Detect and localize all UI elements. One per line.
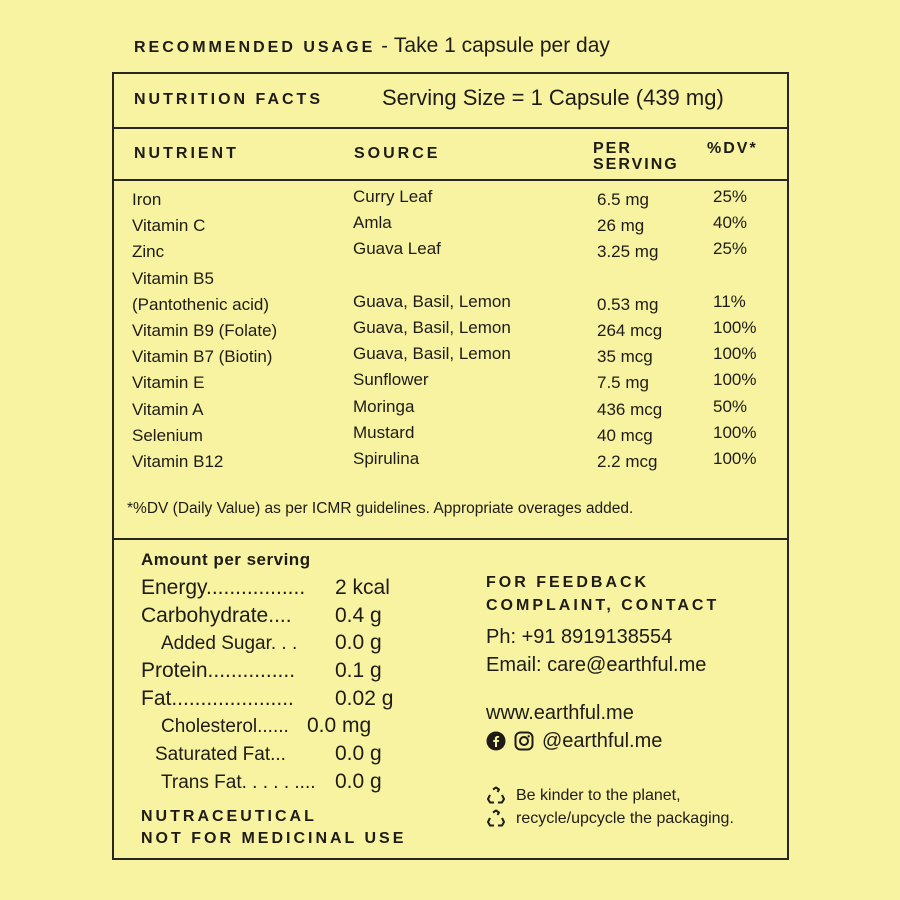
table-row <box>114 187 787 213</box>
amount-row-fat <box>141 687 461 715</box>
facts-header <box>114 74 787 129</box>
nutrient-dv: 100% <box>713 448 757 468</box>
nutraceutical-notice <box>141 806 406 850</box>
recycle-line <box>486 807 734 830</box>
nutrient-amount: 35 mcg <box>597 347 653 367</box>
usage-text: Take 1 capsule per day <box>393 34 610 57</box>
nutrient-name: Vitamin B5 <box>132 268 214 288</box>
amount-label: Saturated Fat... <box>155 744 286 766</box>
serving-size: Serving Size = 1 Capsule (439 mg) <box>382 85 724 110</box>
table-row <box>114 449 787 475</box>
nutrient-dv: 100% <box>713 422 757 442</box>
recycle-icon <box>486 809 506 829</box>
website-link[interactable]: www.earthful.me <box>486 702 634 724</box>
nutrient-source: Guava, Basil, Lemon <box>353 291 511 311</box>
nutrient-amount: 6.5 mg <box>597 190 649 209</box>
nutrient-amount: 40 mcg <box>597 425 653 445</box>
nutrient-source: Amla <box>353 213 392 233</box>
facebook-icon[interactable] <box>486 731 506 751</box>
contact-email[interactable]: Email: care@earthful.me <box>486 654 707 676</box>
nutraceutical-line1: NUTRACEUTICAL <box>141 808 317 825</box>
amount-per-serving <box>141 550 461 798</box>
recycle-icon <box>486 786 506 806</box>
amount-label: Protein............... <box>141 659 296 683</box>
table-row <box>114 213 787 239</box>
nutrient-dv: 25% <box>713 239 748 259</box>
amount-value: 0.0 mg <box>307 714 372 738</box>
amount-value: 0.02 g <box>335 686 394 710</box>
section-divider <box>114 538 787 540</box>
nutrient-amount: 3.25 mg <box>597 242 659 262</box>
amount-label: Cholesterol...... <box>161 716 289 738</box>
nutrient-source: Moringa <box>353 396 415 416</box>
dv-footnote: *%DV (Daily Value) as per ICMR guidelines. Appropriate overages added. <box>127 500 634 517</box>
nutrient-name: Vitamin C <box>132 216 206 236</box>
header-per-line2: SERVING <box>593 156 679 173</box>
header-dv: %DV* <box>707 140 758 157</box>
instagram-icon[interactable] <box>514 731 534 751</box>
nutrient-dv: 100% <box>713 370 757 390</box>
nutrient-name: Vitamin E <box>132 373 205 393</box>
table-row <box>114 266 787 292</box>
nutrient-amount: 0.53 mg <box>597 294 659 314</box>
nutrient-dv: 25% <box>713 187 748 206</box>
nutrient-source: Spirulina <box>353 448 420 468</box>
table-row <box>114 318 787 344</box>
nutraceutical-line2: NOT FOR MEDICINAL USE <box>141 830 407 847</box>
nutrient-name: Vitamin B9 (Folate) <box>132 320 278 340</box>
table-row <box>114 370 787 396</box>
contact-heading-line1: FOR FEEDBACK <box>486 574 650 591</box>
recycle-note <box>486 784 734 830</box>
header-nutrient: NUTRIENT <box>134 145 239 162</box>
amount-label: Added Sugar. . . <box>161 633 298 655</box>
nutrient-name: Vitamin A <box>132 399 204 419</box>
amount-row-carbohydrate <box>141 604 461 632</box>
amount-row-energy <box>141 576 461 604</box>
nutrient-source: Guava, Basil, Lemon <box>353 317 511 337</box>
nutrient-amount: 436 mcg <box>597 399 663 419</box>
recycle-text-line1: Be kinder to the planet, <box>516 786 681 804</box>
nutrient-dv: 11% <box>713 291 746 311</box>
nutrient-name: Iron <box>132 190 162 209</box>
nutrient-amount: 26 mg <box>597 216 645 236</box>
table-row <box>114 423 787 449</box>
header-per-line1: PER <box>593 140 632 157</box>
amount-label: Energy................. <box>141 576 306 599</box>
contact-phone[interactable]: Ph: +91 8919138554 <box>486 626 673 648</box>
amount-value: 0.0 g <box>335 769 382 793</box>
nutrient-name: Vitamin B7 (Biotin) <box>132 347 273 367</box>
amount-row-trans-fat <box>141 770 461 798</box>
nutrient-source: Mustard <box>353 422 415 442</box>
usage-separator: - <box>381 35 388 57</box>
nutrient-dv: 100% <box>713 344 757 364</box>
nutrient-name: (Pantothenic acid) <box>132 294 270 314</box>
amount-row-added-sugar <box>141 631 461 659</box>
amount-value: 0.0 g <box>335 742 382 766</box>
amount-label: Fat..................... <box>141 686 294 710</box>
amount-label: Trans Fat. . . . . .... <box>161 771 316 793</box>
amount-value: 2 kcal <box>335 576 390 599</box>
nutrient-source: Sunflower <box>353 370 429 390</box>
amount-value: 0.0 g <box>335 631 382 655</box>
table-row <box>114 239 787 265</box>
social-handle[interactable]: @earthful.me <box>542 730 663 752</box>
nutrient-table <box>114 187 787 475</box>
nutrient-amount: 264 mcg <box>597 320 663 340</box>
table-row <box>114 397 787 423</box>
amount-row-saturated-fat <box>141 742 461 770</box>
amount-value: 0.4 g <box>335 603 382 627</box>
nutrient-name: Zinc <box>132 242 165 262</box>
amount-row-cholesterol <box>141 714 461 742</box>
amount-title: Amount per serving <box>141 550 311 569</box>
column-headers <box>114 129 787 181</box>
nutrient-dv: 40% <box>713 213 748 233</box>
amount-row-protein <box>141 659 461 687</box>
nutrient-source: Curry Leaf <box>353 187 433 206</box>
usage-label: RECOMMENDED USAGE <box>134 39 376 56</box>
facts-title: NUTRITION FACTS <box>134 91 323 108</box>
recycle-text-line2: recycle/upcycle the packaging. <box>516 809 734 827</box>
header-source: SOURCE <box>354 145 441 162</box>
nutrient-name: Vitamin B12 <box>132 451 224 471</box>
nutrition-panel <box>112 72 789 860</box>
nutrient-source: Guava, Basil, Lemon <box>353 344 511 364</box>
nutrient-amount: 7.5 mg <box>597 373 649 393</box>
table-row <box>114 292 787 318</box>
recommended-usage <box>134 34 610 58</box>
nutrient-name: Selenium <box>132 425 203 445</box>
nutrient-amount: 2.2 mcg <box>597 451 658 471</box>
header-per-serving <box>593 141 679 173</box>
social-row <box>486 727 786 755</box>
table-row <box>114 344 787 370</box>
nutrient-dv: 50% <box>713 396 748 416</box>
amount-label: Carbohydrate.... <box>141 603 292 627</box>
amount-value: 0.1 g <box>335 659 382 683</box>
recycle-line <box>486 784 734 807</box>
contact-block <box>486 572 786 755</box>
nutrient-dv: 100% <box>713 317 757 337</box>
nutrient-source: Guava Leaf <box>353 239 441 259</box>
contact-heading-line2: COMPLAINT, CONTACT <box>486 596 720 614</box>
